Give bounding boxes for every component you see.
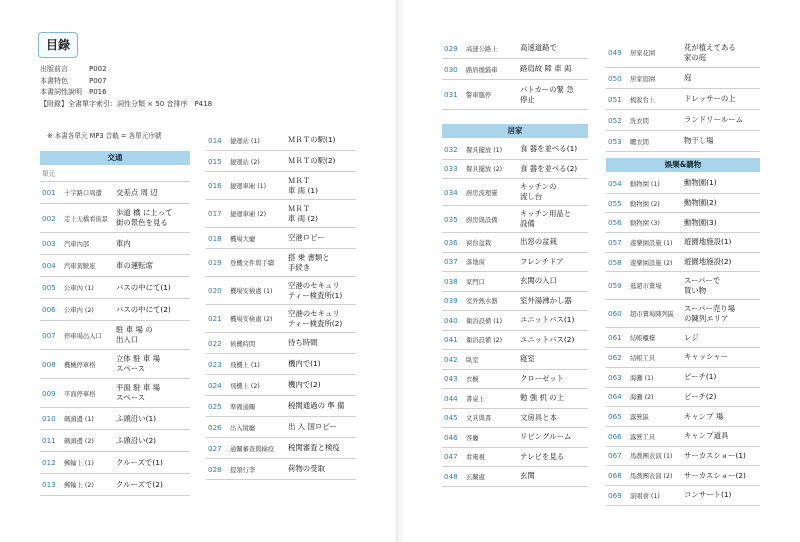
entry-number: 060 [608, 309, 622, 319]
toc-entry [442, 448, 588, 468]
entry-title-zh: 郵輪上 (2) [64, 482, 94, 489]
entry-title-zh: 捷運車廂 (1) [230, 183, 267, 190]
entry-number: 010 [42, 414, 56, 423]
toc-entry [206, 151, 356, 172]
entry-number: 051 [608, 94, 622, 104]
entry-title-jp: ランドリールーム [684, 115, 743, 124]
entry-title-jp: 税関通過の 準 備 [288, 401, 345, 410]
entry-title-jp: キッチン用品と 設備 [520, 209, 572, 228]
toc-entry [206, 459, 356, 480]
entry-title-jp: 税関審査と検疫 [288, 443, 340, 452]
entry-number: 052 [608, 115, 622, 125]
entry-title-jp: ＭＲＴの駅(1) [288, 135, 336, 144]
entry-number: 062 [608, 352, 622, 362]
entry-title-zh: 書桌上 [466, 395, 485, 403]
entry-number: 006 [42, 305, 56, 314]
entry-number: 055 [608, 198, 622, 208]
toc-entry [40, 474, 190, 496]
toc-entry [606, 253, 760, 273]
entry-title-zh: 超市賣場陳列區 [630, 311, 675, 319]
toc-entry [40, 255, 190, 277]
entry-title-zh: 碼頭邊 (2) [64, 438, 94, 445]
toc-entry [442, 370, 588, 390]
entry-title-jp: リビングルーム [520, 432, 572, 442]
entry-title-zh: 曬衣間 [630, 138, 649, 146]
entry-title-jp: ＭＲＴ 車 両 (2) [288, 203, 318, 223]
section-header-home: 居家 [442, 124, 588, 138]
entry-title-jp: 立体 駐 車 場 スペース [116, 354, 161, 373]
entry-number: 030 [444, 64, 458, 74]
column-transport-2 [206, 130, 356, 480]
entry-number: 007 [42, 330, 56, 340]
toc-entry [442, 311, 588, 331]
entry-title-jp: サーカスショー(2) [684, 470, 746, 480]
entry-title-jp: ユニットバス(1) [520, 315, 575, 325]
entry-number: 024 [208, 380, 222, 390]
entry-title-zh: 臥室 [466, 356, 479, 364]
entry-title-zh: 室外熱水器 [466, 298, 498, 306]
entry-number: 038 [444, 276, 458, 286]
entry-number: 064 [608, 392, 622, 402]
entry-title-jp: 動物園(3) [684, 217, 717, 227]
toc-entry [606, 68, 760, 89]
entry-number: 017 [208, 209, 222, 218]
toc-entry [40, 182, 190, 204]
toc-entry [206, 228, 356, 249]
entry-title-zh: 文具與書 [466, 415, 492, 423]
toc-entry [40, 233, 190, 255]
entry-number: 048 [444, 471, 458, 481]
entry-number: 058 [608, 257, 622, 267]
entry-number: 029 [444, 43, 458, 53]
toc-entry [40, 321, 190, 350]
entry-number: 028 [208, 464, 222, 474]
entry-title-jp: 庭 [684, 73, 692, 82]
toc-entry [206, 200, 356, 228]
entry-number: 018 [208, 233, 222, 243]
entry-title-jp: 空港ロビー [288, 233, 325, 242]
unit-label: 單元 [40, 167, 190, 182]
entry-number: 026 [208, 422, 222, 432]
entry-title-zh: 衛浴設備 (1) [466, 317, 503, 325]
entry-title-zh: 停車場出入口 [64, 332, 102, 340]
entry-title-jp: キャンプ 場 [684, 411, 724, 421]
entry-number: 020 [208, 286, 222, 295]
entry-title-jp: 駐 車 場 の 出入口 [116, 325, 153, 344]
entry-title-zh: 郵輪上 (1) [64, 460, 94, 467]
toc-entry [442, 233, 588, 253]
entry-title-jp: 荷物の受取 [288, 464, 325, 473]
entry-number: 041 [444, 335, 458, 345]
entry-number: 059 [608, 281, 622, 291]
entry-title-zh: 走上天橋看街景 [64, 215, 109, 223]
toc-entry [206, 249, 356, 277]
toc-entry [206, 417, 356, 438]
entry-number: 014 [208, 135, 222, 145]
toc-entry [606, 447, 760, 467]
entry-title-zh: 汽車駕駛座 [64, 263, 96, 270]
entry-number: 044 [444, 393, 458, 403]
entry-title-zh: 動物園 (2) [630, 200, 660, 208]
entry-title-zh: 登機文件與手續 [230, 260, 275, 267]
entry-title-zh: 高速公路上 [466, 45, 498, 53]
entry-title-zh: 看電視 [466, 454, 485, 462]
entry-number: 046 [444, 432, 458, 442]
toc-entry [206, 354, 356, 375]
column-home [442, 38, 588, 487]
entry-number: 001 [42, 188, 56, 197]
toc-entry [606, 328, 760, 348]
entry-number: 066 [608, 431, 622, 441]
audio-note: ※ 本書各單元 MP3 音軌 = 各單元序號 [47, 132, 162, 140]
toc-entry [606, 427, 760, 447]
entry-number: 069 [608, 490, 622, 500]
toc-entry [606, 388, 760, 408]
entry-title-jp: クルーズで(2) [116, 479, 163, 489]
entry-title-zh: 遊樂園設施 (1) [630, 239, 673, 247]
entry-title-jp: ふ頭沿い(1) [116, 413, 157, 423]
entry-title-jp: スーパーで 買い物 [684, 275, 721, 295]
entry-title-jp: 動物園(2) [684, 198, 717, 208]
entry-number: 061 [608, 333, 622, 343]
toc-entry [442, 38, 588, 59]
entry-title-zh: 出入境廳 [230, 424, 256, 432]
entry-number: 049 [608, 48, 622, 57]
entry-title-zh: 玄關處 [466, 473, 485, 481]
entry-title-zh: 落地窗 [466, 259, 485, 267]
entry-title-zh: 平面停車格 [64, 390, 96, 398]
entry-title-zh: 露營區 [630, 414, 649, 422]
toc-entry [442, 350, 588, 370]
entry-title-zh: 衣櫥 [466, 376, 479, 384]
entry-title-jp: 遊園地施設(2) [684, 257, 732, 267]
entry-title-jp: クルーズで(1) [116, 457, 163, 467]
toc-entry [442, 428, 588, 448]
toc-entry [442, 140, 588, 160]
entry-number: 025 [208, 401, 222, 411]
entry-title-jp: 機内で(1) [288, 359, 321, 368]
toc-entry [606, 213, 760, 233]
toc-entry [206, 130, 356, 151]
column-transport-1 [40, 151, 190, 496]
toc-entry [606, 233, 760, 253]
toc-entry [40, 408, 190, 430]
entry-title-jp: 玄関 [520, 471, 535, 481]
toc-entry [206, 375, 356, 396]
entry-title-jp: 物干し場 [684, 136, 714, 145]
entry-title-zh: 梳妝台上 [630, 96, 656, 104]
entry-title-zh: 廚房與設備 [466, 216, 498, 224]
entry-title-jp: 勉 強 机 の上 [520, 393, 565, 403]
entry-number: 047 [444, 452, 458, 462]
entry-title-zh: 機場大廳 [230, 235, 256, 243]
entry-number: 040 [444, 315, 458, 325]
entry-number: 068 [608, 471, 622, 481]
entry-number: 037 [444, 257, 458, 267]
entry-title-jp: テレビを見る [520, 451, 565, 461]
entry-number: 045 [444, 413, 458, 423]
entry-title-zh: 機械停車格 [64, 361, 96, 369]
entry-number: 005 [42, 283, 56, 292]
entry-number: 022 [208, 338, 222, 348]
entry-title-zh: 居家庭園 [630, 75, 656, 83]
entry-title-zh: 捷運車廂 (2) [230, 211, 267, 218]
entry-title-zh: 餐具擺放 (2) [466, 166, 503, 174]
entry-number: 063 [608, 372, 622, 382]
entry-title-jp: レジ [684, 332, 699, 342]
entry-title-jp: バスの中にて(2) [116, 304, 171, 314]
entry-title-jp: 車の運転席 [116, 260, 153, 270]
entry-number: 067 [608, 451, 622, 461]
column-leisure [606, 38, 760, 506]
toc-entry [40, 299, 190, 321]
toc-entry [606, 368, 760, 388]
entry-number: 023 [208, 359, 222, 369]
entry-title-zh: 結帳工具 [630, 354, 656, 362]
entry-number: 057 [608, 237, 622, 247]
entry-title-jp: 機内で(2) [288, 380, 321, 389]
entry-title-jp: 平面 駐 車 場 スペース [116, 383, 161, 402]
entry-number: 015 [208, 156, 222, 166]
toc-entry [206, 396, 356, 417]
toc-entry [442, 292, 588, 312]
toc-entry [442, 272, 588, 292]
entry-title-jp: 待ち時間 [288, 338, 318, 347]
entry-title-zh: 窗台盆栽 [466, 239, 492, 247]
entry-title-zh: 準備通關 [230, 403, 256, 411]
entry-title-jp: 出窓の盆栽 [520, 237, 557, 247]
toc-entry [606, 272, 760, 300]
contents-title: 目錄 [38, 32, 78, 58]
entry-title-jp: バスの中にて(1) [116, 282, 171, 292]
entry-title-zh: 廚房流理臺 [466, 189, 498, 197]
toc-entry [606, 110, 760, 131]
entry-title-zh: 飛機上 (1) [230, 361, 260, 369]
entry-title-zh: 洗衣間 [630, 117, 649, 125]
toc-entry [606, 194, 760, 214]
entry-number: 054 [608, 178, 622, 188]
entry-title-jp: 出 入 国ロビー [288, 422, 337, 431]
entry-title-zh: 動物園 (3) [630, 220, 660, 228]
entry-title-zh: 居家花園 [630, 50, 656, 57]
entry-title-jp: ドレッサーの上 [684, 94, 736, 103]
toc-entry [442, 253, 588, 273]
entry-title-zh: 結帳櫃檯 [630, 335, 656, 343]
section-header-leisure: 娛樂&購物 [606, 158, 760, 172]
entry-title-jp: 食 器を並べる(2) [520, 163, 578, 173]
toc-entry [40, 204, 190, 233]
entry-title-zh: 公車內 (1) [64, 285, 94, 292]
intro-block [40, 64, 212, 110]
entry-title-jp: 花が植えてある 家の庭 [684, 42, 736, 62]
entry-title-jp: パトカーの緊 急 停止 [520, 84, 574, 104]
intro-line: 【附錄】全書單字索引：詞性分類 × 50 音排序 P418 [40, 99, 213, 108]
entry-title-zh: 家門口 [466, 278, 485, 286]
entry-number: 036 [444, 237, 458, 247]
entry-number: 013 [42, 480, 56, 489]
entry-title-jp: 路肩故 障 車 両 [520, 64, 572, 73]
entry-title-jp: 空港のセキュリ ティー検査所(1) [288, 280, 343, 300]
entry-title-jp: コンサート(1) [684, 490, 732, 500]
entry-title-jp: 文房具と本 [520, 412, 557, 422]
entry-number: 009 [42, 388, 56, 398]
entry-title-jp: 高速道路で [520, 43, 557, 52]
toc-entry [442, 467, 588, 487]
entry-title-jp: サーカスショー(1) [684, 450, 746, 460]
entry-title-zh: 捷運站 (2) [230, 158, 260, 166]
entry-title-jp: 搭 乗 書類と 手続き [288, 252, 330, 272]
entry-number: 042 [444, 354, 458, 364]
entry-title-jp: 食 器を並べる(1) [520, 144, 578, 154]
entry-title-jp: 空港のセキュリ ティー検査所(2) [288, 308, 343, 328]
toc-entry [442, 389, 588, 409]
entry-title-jp: ビーチ(1) [684, 372, 717, 382]
toc-entry [442, 160, 588, 180]
entry-title-zh: 客廳 [466, 434, 479, 442]
entry-number: 011 [42, 436, 56, 445]
entry-title-zh: 馬戲團表演 (2) [630, 473, 673, 481]
intro-line: 本書特色 P007 [40, 76, 107, 85]
entry-number: 016 [208, 181, 222, 190]
toc-entry [40, 277, 190, 299]
toc-entry [606, 38, 760, 68]
entry-title-zh: 飛機上 (2) [230, 382, 260, 390]
entry-title-jp: キャッシャー [684, 352, 729, 362]
entry-number: 027 [208, 443, 222, 453]
entry-title-zh: 機場安檢處 (2) [230, 316, 273, 323]
entry-title-jp: 玄関の入口 [520, 276, 557, 286]
entry-number: 002 [42, 213, 56, 223]
entry-title-jp: ふ頭沿い(2) [116, 435, 157, 445]
intro-line: 出版前言 P002 [40, 65, 107, 73]
entry-title-jp: 遊園地施設(1) [684, 237, 732, 247]
entry-number: 050 [608, 73, 622, 83]
entry-title-zh: 警車臨停 [466, 92, 492, 99]
toc-entry [606, 348, 760, 368]
intro-line: 本書詞性說明 P016 [40, 88, 107, 96]
right-page [402, 0, 800, 542]
toc-entry [442, 80, 588, 110]
section-header-transport: 交通 [40, 151, 190, 165]
entry-title-jp: フレンチドア [520, 256, 564, 266]
entry-number: 056 [608, 218, 622, 228]
entry-title-zh: 候機時間 [230, 340, 256, 348]
entry-number: 004 [42, 261, 56, 270]
entry-title-zh: 逛超市賣場 [630, 283, 662, 291]
toc-entry [206, 438, 356, 459]
toc-entry [40, 430, 190, 452]
toc-entry [40, 379, 190, 408]
toc-entry [206, 305, 356, 333]
entry-number: 031 [444, 90, 458, 99]
entry-title-zh: 捷運站 (1) [230, 137, 260, 145]
entry-number: 021 [208, 314, 222, 323]
entry-number: 003 [42, 239, 56, 248]
toc-entry [606, 407, 760, 427]
toc-entry [606, 174, 760, 194]
entry-title-jp: ＭＲＴの駅(2) [288, 156, 336, 165]
toc-entry [442, 59, 588, 80]
entry-title-zh: 演唱會 (1) [630, 492, 660, 500]
toc-entry [442, 206, 588, 233]
toc-entry [442, 331, 588, 351]
entry-title-zh: 汽車內部 [64, 241, 90, 248]
entry-title-jp: キッチンの 流し台 [520, 182, 557, 201]
toc-entry [442, 409, 588, 429]
entry-number: 034 [444, 187, 458, 197]
entry-title-jp: キャンプ道具 [684, 431, 729, 441]
entry-title-zh: 碼頭邊 (1) [64, 416, 94, 423]
entry-number: 053 [608, 136, 622, 146]
entry-title-zh: 公車內 (2) [64, 307, 94, 314]
entry-title-zh: 通關審查與檢疫 [230, 445, 275, 453]
toc-entry [206, 277, 356, 305]
toc-entry [40, 452, 190, 474]
entry-number: 065 [608, 412, 622, 422]
entry-title-zh: 動物園 (1) [630, 180, 660, 188]
entry-title-zh: 餐具擺放 (1) [466, 146, 503, 154]
toc-entry [442, 179, 588, 206]
entry-title-jp: 室外湯沸かし器 [520, 295, 572, 305]
entry-number: 012 [42, 458, 56, 467]
entry-title-zh: 海灘 (1) [630, 374, 654, 382]
entry-title-jp: 寝室 [520, 354, 535, 364]
entry-title-zh: 機場安檢處 (1) [230, 288, 273, 295]
toc-entry [606, 466, 760, 486]
entry-title-zh: 海灘 (2) [630, 394, 654, 402]
entry-title-zh: 露營工具 [630, 433, 656, 441]
entry-title-zh: 路肩拋錨車 [466, 66, 498, 74]
toc-entry [606, 486, 760, 506]
entry-title-jp: 車内 [116, 238, 131, 248]
entry-title-zh: 遊樂園設施 (2) [630, 259, 673, 267]
toc-entry [606, 300, 760, 328]
entry-title-jp: ＭＲＴ 車 両 (1) [288, 175, 318, 195]
entry-number: 039 [444, 296, 458, 306]
toc-entry [606, 131, 760, 152]
entry-title-jp: クローゼット [520, 373, 565, 383]
entry-title-zh: 馬戲團表演 (1) [630, 453, 673, 461]
toc-entry [206, 333, 356, 354]
entry-number: 043 [444, 374, 458, 384]
entry-title-jp: スーパー売り場 の陳列エリア [684, 303, 735, 323]
entry-title-zh: 十字路口周遭 [64, 190, 102, 197]
entry-title-zh: 提領行李 [230, 466, 256, 474]
entry-title-jp: 動物園(1) [684, 178, 717, 188]
toc-entry [206, 172, 356, 200]
entry-title-jp: ユニットバス(2) [520, 334, 575, 344]
left-page [0, 0, 398, 542]
toc-entry [606, 89, 760, 110]
toc-entry [40, 350, 190, 379]
entry-number: 033 [444, 164, 458, 174]
entry-number: 032 [444, 144, 458, 154]
entry-title-jp: 歩道 橋 に上って 街の景色を見る [116, 208, 173, 227]
entry-number: 019 [208, 258, 222, 267]
entry-title-zh: 衛浴設備 (2) [466, 337, 503, 345]
entry-number: 008 [42, 359, 56, 369]
entry-title-jp: 交差点 周 辺 [116, 187, 158, 197]
entry-title-jp: ビーチ(2) [684, 391, 717, 401]
entry-number: 035 [444, 214, 458, 224]
